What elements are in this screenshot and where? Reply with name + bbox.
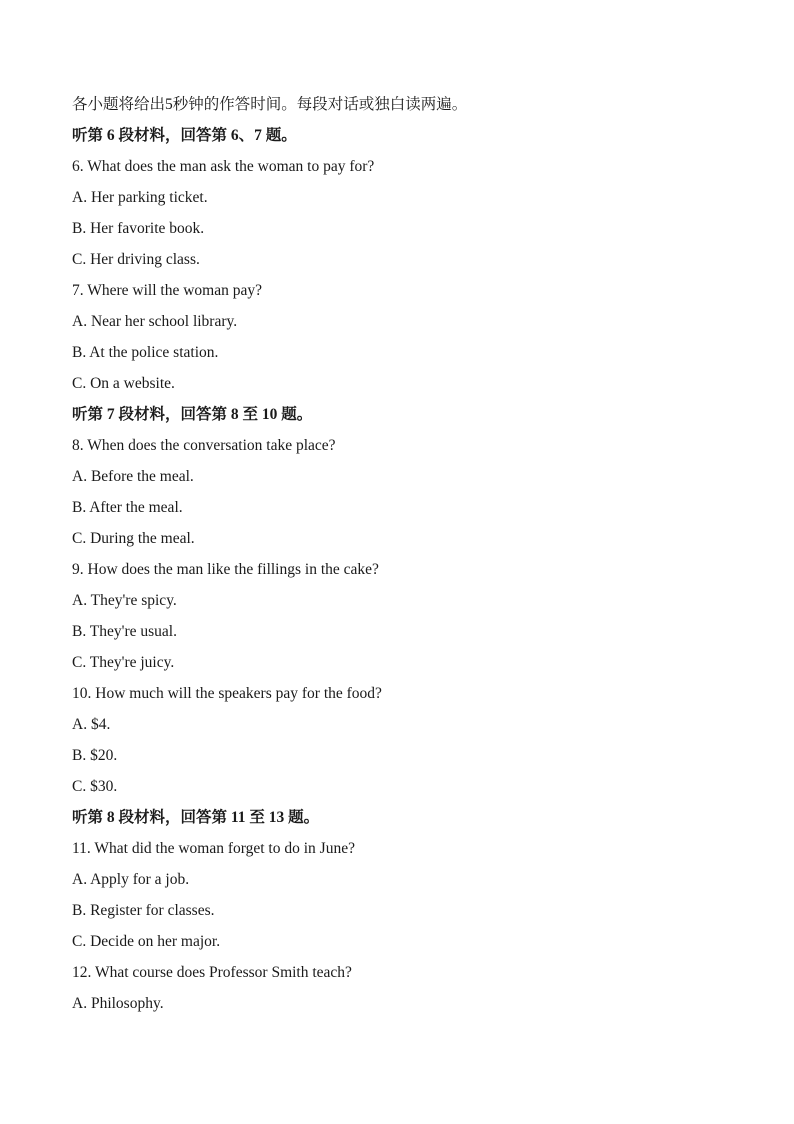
question-text: 11. What did the woman forget to do in June? (72, 840, 355, 857)
question-text: 12. What course does Professor Smith teach? (72, 964, 352, 981)
answer-option: A. Apply for a job. (72, 871, 190, 888)
answer-option: A. Near her school library. (72, 313, 238, 330)
answer-option: B. After the meal. (72, 499, 183, 516)
section-heading: 听第 6 段材料，回答第 6、7 题。 (72, 127, 297, 144)
answer-option: B. They're usual. (72, 623, 177, 640)
answer-option: A. They're spicy. (72, 592, 177, 609)
answer-option: C. During the meal. (72, 530, 195, 547)
question-text: 9. How does the man like the fillings in the cake? (72, 561, 379, 578)
question-text: 8. When does the conversation take place? (72, 437, 336, 454)
answer-option: A. $4. (72, 716, 111, 733)
answer-option: C. Decide on her major. (72, 933, 221, 950)
answer-option: C. Her driving class. (72, 251, 200, 268)
document-page (72, 93, 752, 1023)
question-text: 7. Where will the woman pay? (72, 282, 262, 299)
answer-option: B. Register for classes. (72, 902, 215, 919)
section-heading: 听第 8 段材料，回答第 11 至 13 题。 (72, 809, 320, 826)
answer-option: A. Her parking ticket. (72, 189, 208, 206)
answer-option: A. Philosophy. (72, 995, 164, 1012)
answer-option: A. Before the meal. (72, 468, 194, 485)
answer-option: C. $30. (72, 778, 118, 795)
instruction-text: 各小题将给出5秒钟的作答时间。每段对话或独白读两遍。 (72, 96, 468, 113)
question-text: 10. How much will the speakers pay for the food? (72, 685, 382, 702)
answer-option: C. On a website. (72, 375, 175, 392)
section-heading: 听第 7 段材料，回答第 8 至 10 题。 (72, 406, 313, 423)
answer-option: C. They're juicy. (72, 654, 175, 671)
answer-option: B. $20. (72, 747, 118, 764)
answer-option: B. At the police station. (72, 344, 219, 361)
answer-option: B. Her favorite book. (72, 220, 205, 237)
question-text: 6. What does the man ask the woman to pay for? (72, 158, 375, 175)
